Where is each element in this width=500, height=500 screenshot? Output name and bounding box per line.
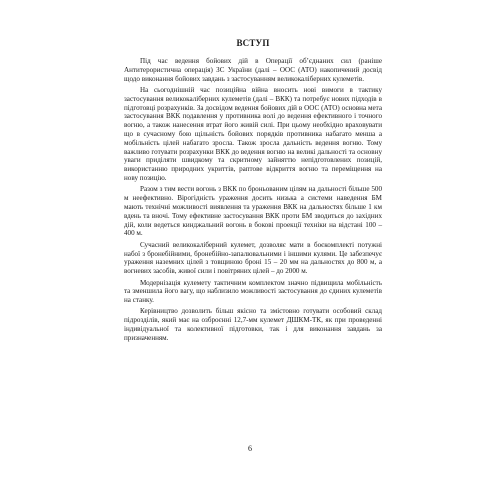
document-title: ВСТУП xyxy=(236,38,270,48)
paragraph-2: На сьогоднішній час позиційна війна вносить нові вимоги в тактику застосування великокаліберних кулеметів (далі – ВКК) та потребує нових підходів в підготовці розрахунків. За досвідом ведення бойових дій в ООС (АТО) основна мета застосування ВКК подавлення у противника волі до ведення ефективного і точного вогню, а також нанесення втрат його живій силі. При цьому необхідно враховувати що в сучасному бою щільність бойових порядків противника набагато менша а мобільність цілей набагато зросла. Також зросла дальність ведення вогню. Тому важливо готувати розрахунки ВКК до ведення вогню на великі дальності та основну уваги приділяти швидкому та скритному зайняттю непідготовлених позицій, використанню природних укриттів, раптове відкриття вогню та переміщення на нову позицію. xyxy=(124,85,382,182)
page-number: 6 xyxy=(248,444,252,453)
paragraph-5: Модернізація кулемету тактичним комплектом значно підвищила мобільність та зменшила його вагу, що наблизило можливості застосування до єдиних кулеметів на станку. xyxy=(124,278,382,305)
paragraph-6: Керівництво дозволить більш якісно та змістовно готувати особовий склад підрозділів, який має на озброєнні 12,7-мм кулемет ДШКМ-ТК, як при проведенні індивідуальної та колективної підготовки, так і для виконання завдань за призначенням. xyxy=(124,307,382,342)
paragraph-3: Разом з тим вести вогонь з ВКК по броньованим цілям на дальності більше 500 м неефективно. Вірогідність ураження досить низька а системи наведення БМ мають технічні можливості виявлення та ураження ВКК на дальностях більше 1 км вдень та вночі. Тому ефективне застосування ВКК проти БМ зводиться до західних дій, коли ведеться кинджальний вогонь в бокові проекції техніки на відстані 100 – 400 м. xyxy=(124,185,382,238)
paragraph-4: Сучасний великокаліберний кулемет, дозволяє мати в боєкомплекті потужні набої з бронебійними, бронебійно-запалювальними і іншими кулями. Це забезпечує ураження наземних цілей з товщиною броні 15 – 20 мм на дальностях до 800 м, а вогневих засобів, живої сили і повітряних цілей – до 2000 м. xyxy=(124,240,382,276)
paragraph-1: Під час ведення бойових дій в Операції об’єднаних сил (раніше Антитерористична операція) ЗС України (далі – ООС (АТО) накопичений досвід щодо виконання бойових завдань з застосуванням великокаліберних кулеметів. xyxy=(124,57,382,83)
